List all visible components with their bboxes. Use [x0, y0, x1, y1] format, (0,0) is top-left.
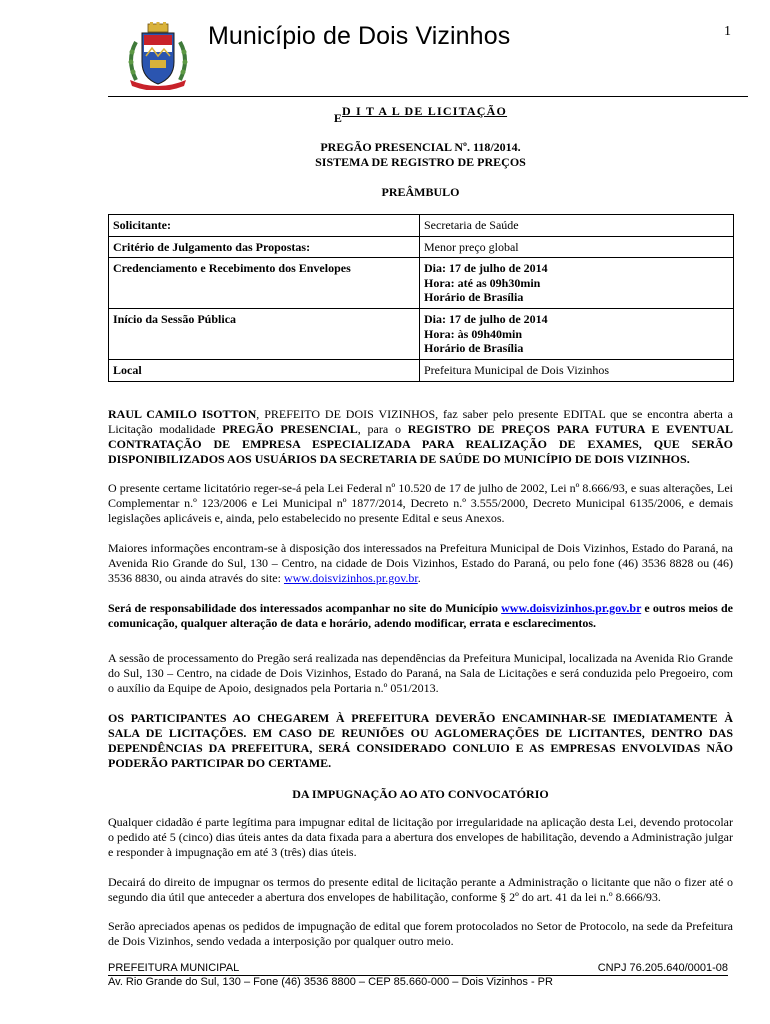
value-line: Dia: 17 de julho de 2014 — [424, 261, 548, 275]
paragraph-impugnation-deadline: Decairá do direito de impugnar os termos do presente edital de licitação perante a Administração o licitante que não o fizer até o segundo dia útil que anteceder a abertura dos envelopes de habilitação, conforme § 2º do art. 41 da lei n.º 8.666/93. — [108, 875, 733, 904]
row-label: Critério de Julgamento das Propostas: — [109, 236, 420, 258]
value-line: Menor preço global — [424, 239, 519, 254]
info-table — [108, 214, 734, 382]
site-link[interactable]: www.doisvizinhos.pr.gov.br — [283, 571, 418, 585]
text-run-bold: PREGÃO PRESENCIAL — [222, 422, 358, 436]
municipality-title: Município de Dois Vizinhos — [208, 22, 511, 50]
table-row — [109, 236, 734, 258]
text-run: Maiores informações encontram-se à disposição dos interessados na Prefeitura Municipal de Dois Vizinhos, Estado do Paraná, na Avenida Rio Grande do Sul, 130 – Centro, na cidade de Dois Vizinhos, Estado do Paraná, ou pelo fone (46) 3536 8828 ou (46) 3536 8830, ou ainda através do site: — [108, 541, 733, 585]
page-number: 1 — [724, 24, 731, 39]
table-row — [109, 258, 734, 309]
value-line: Prefeitura Municipal de Dois Vizinhos — [424, 363, 610, 377]
paragraph-preamble — [108, 407, 733, 467]
paragraph-impugnation-protocol: Serão apreciados apenas os pedidos de impugnação de edital que forem protocolados no Setor de Protocolo, na sede da Prefeitura de Dois Vizinhos, sendo vedada a interposição por qualquer outro meio. — [108, 919, 733, 948]
value-line: Hora: às 09h40min — [424, 326, 523, 341]
impugnacao-heading: DA IMPUGNAÇÃO AO ATO CONVOCATÓRIO — [292, 787, 549, 801]
value-line: Horário de Brasília — [424, 341, 524, 355]
footer-cnpj: CNPJ 76.205.640/0001-08 — [597, 962, 728, 974]
row-value — [420, 309, 734, 360]
object-description: REGISTRO DE PREÇOS PARA FUTURA E EVENTUAL CONTRATAÇÃO DE EMPRESA ESPECIALIZADA PARA REALIZAÇÃO DE EXAMES, QUE SERÃO DISPONIBILIZADOS AOS USUÁRIOS DA SECRETARIA DE SAÚDE DO MUNICÍPIO DE DOIS VIZINHOS. — [108, 422, 733, 466]
value-line: Dia: 17 de julho de 2014 — [424, 312, 548, 326]
paragraph-participants-warning: OS PARTICIPANTES AO CHEGAREM À PREFEITURA DEVERÃO ENCAMINHAR-SE IMEDIATAMENTE À SALA DE LICITAÇÕES. EM CASO DE REUNIÕES OU AGLOMERAÇÕES DE LICITANTES, DENTRO DAS DEPENDÊNCIAS DA PREFEITURA, SERÁ CONSIDERADO CONLUIO E AS EMPRESAS ENVOLVIDAS NÃO PODERÃO PARTICIPAR DO CERTAME. — [108, 711, 733, 770]
edital-first-letter: E — [333, 111, 342, 125]
value-line: Secretaria de Saúde — [424, 218, 519, 232]
edital-heading — [108, 104, 733, 125]
row-value — [420, 236, 734, 258]
paragraph-responsibility — [108, 601, 733, 631]
preambulo-heading: PREÂMBULO — [381, 185, 460, 199]
row-label: Local — [109, 360, 420, 382]
value-line: Horário de Brasília — [424, 290, 524, 304]
row-label: Solicitante: — [109, 215, 420, 237]
footer-line — [108, 962, 728, 976]
paragraph-session: A sessão de processamento do Pregão será realizada nas dependências da Prefeitura Municipal, localizada na Avenida Rio Grande do Sul, 130 – Centro, na cidade de Dois Vizinhos, Estado do Paraná, na Sala de Licitações e será conduzida pelo Pregoeiro, com o auxílio da Equipe de Apoio, designados pela Portaria n.º 051/2013. — [108, 651, 733, 695]
table-row — [109, 215, 734, 237]
row-label: Início da Sessão Pública — [109, 309, 420, 360]
municipal-crest-logo — [122, 22, 194, 90]
footer-org: PREFEITURA MUNICIPAL — [108, 962, 240, 974]
text-run: , para o — [357, 422, 408, 436]
text-run: Será de responsabilidade dos interessados acompanhar no site do Município — [108, 601, 502, 615]
row-value — [420, 360, 734, 382]
text-run: , PREFEITO DE DOIS VIZINHOS, faz saber pelo presente EDITAL que se encontra aberta a Licitação modalidade — [108, 407, 733, 436]
header-divider — [108, 96, 748, 97]
row-label: Credenciamento e Recebimento dos Envelopes — [109, 258, 420, 309]
sistema-registro: SISTEMA DE REGISTRO DE PREÇOS — [315, 155, 526, 169]
paragraph-legislation: O presente certame licitatório reger-se-á pela Lei Federal nº 10.520 de 17 de julho de 2002, Lei nº 8.666/93, e suas alterações, Lei Complementar n.º 123/2006 e Lei Municipal nº 1877/2014, Decreto n.º 3.555/2000, Decreto Municipal 6135/2006, e demais legislações aplicáveis e, ainda, pelo estabelecido no presente Edital e seus Anexos. — [108, 481, 733, 525]
table-row — [109, 309, 734, 360]
text-run: . — [417, 571, 421, 585]
row-value — [420, 215, 734, 237]
footer-address: Av. Rio Grande do Sul, 130 – Fone (46) 3536 8800 – CEP 85.660-000 – Dois Vizinhos - PR — [108, 976, 553, 988]
row-value — [420, 258, 734, 309]
text-run: e outros meios de comunicação, qualquer alteração de data e horário, adendo modificar, errata e esclarecimentos. — [108, 601, 733, 630]
table-row — [109, 360, 734, 382]
pregao-number: PREGÃO PRESENCIAL Nº. 118/2014. — [320, 140, 521, 154]
paragraph-contact — [108, 541, 733, 586]
mayor-name: RAUL CAMILO ISOTTON — [108, 407, 257, 421]
edital-title: D I T A L DE LICITAÇÃO — [341, 104, 508, 118]
paragraph-impugnation-right: Qualquer cidadão é parte legítima para impugnar edital de licitação por irregularidade na aplicação desta Lei, devendo protocolar o pedido até 5 (cinco) dias úteis antes da data fixada para a abertura dos envelopes de habilitação, devendo a Administração julgar e responder à impugnação em até 3 (três) dias úteis. — [108, 815, 733, 859]
site-link-bold[interactable]: www.doisvizinhos.pr.gov.br — [501, 601, 642, 615]
value-line: Hora: até as 09h30min — [424, 275, 541, 290]
